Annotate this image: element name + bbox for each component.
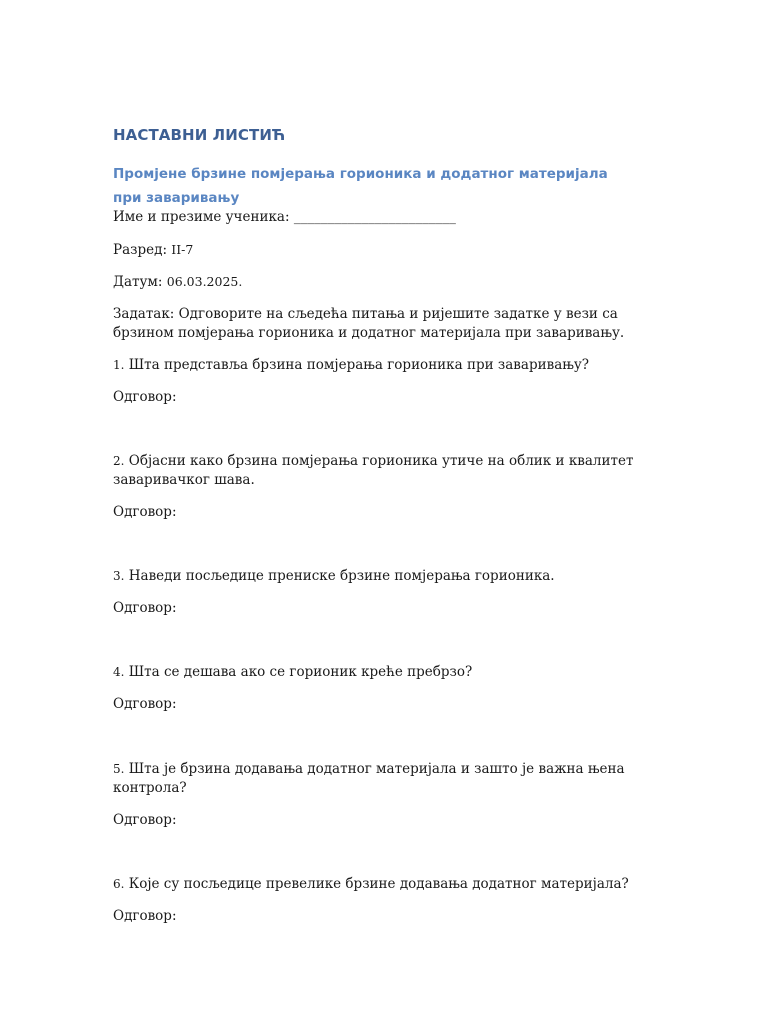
answer-label-4: Одговор: bbox=[113, 696, 177, 712]
date-value: 06.03.2025. bbox=[166, 274, 243, 289]
question-number: 6. bbox=[113, 877, 125, 891]
question-number: 5. bbox=[113, 762, 125, 776]
grade-line bbox=[113, 240, 653, 260]
student-name-blank: ________________________ bbox=[293, 209, 456, 225]
grade-value: II-7 bbox=[171, 242, 194, 257]
page-title: НАСТАВНИ ЛИСТИЋ bbox=[113, 126, 286, 144]
student-name-label: Име и презиме ученика: bbox=[113, 209, 290, 225]
question-number: 4. bbox=[113, 665, 125, 679]
question-text: Шта је брзина додавања додатног материјала и зашто је важна њена контрола? bbox=[113, 761, 625, 796]
date-line bbox=[113, 272, 653, 292]
question-text: Наведи посљедице прениске брзине помјерања горионика. bbox=[128, 568, 555, 584]
question-2 bbox=[113, 452, 653, 490]
student-name-line bbox=[113, 208, 653, 227]
answer-label-2: Одговор: bbox=[113, 504, 177, 520]
question-1 bbox=[113, 356, 653, 375]
question-4 bbox=[113, 663, 653, 682]
answer-label-1: Одговор: bbox=[113, 389, 177, 405]
question-5 bbox=[113, 760, 653, 798]
answer-label-5: Одговор: bbox=[113, 812, 177, 828]
grade-label: Разред: bbox=[113, 242, 167, 258]
question-3 bbox=[113, 567, 653, 586]
question-number: 1. bbox=[113, 358, 125, 372]
date-label: Датум: bbox=[113, 274, 163, 290]
question-text: Објасни како брзина помјерања горионика утиче на облик и квалитет заваривачког шава. bbox=[113, 453, 634, 488]
question-6 bbox=[113, 875, 653, 894]
worksheet-subtitle: Промјене брзине помјерања горионика и додатног материјала при заваривању bbox=[113, 166, 608, 206]
question-number: 3. bbox=[113, 569, 125, 583]
question-number: 2. bbox=[113, 454, 125, 468]
question-text: Шта се дешава ако се горионик креће пребрзо? bbox=[128, 664, 473, 680]
answer-label-3: Одговор: bbox=[113, 600, 177, 616]
task-instructions: Задатак: Одговорите на сљедећа питања и ријешите задатке у вези са брзином помјерања горионика и додатног материјала при заваривању. bbox=[113, 306, 625, 341]
answer-label-6: Одговор: bbox=[113, 908, 177, 924]
question-text: Које су посљедице превелике брзине додавања додатног материјала? bbox=[128, 876, 629, 892]
question-text: Шта представља брзина помјерања горионика при заваривању? bbox=[128, 357, 590, 373]
